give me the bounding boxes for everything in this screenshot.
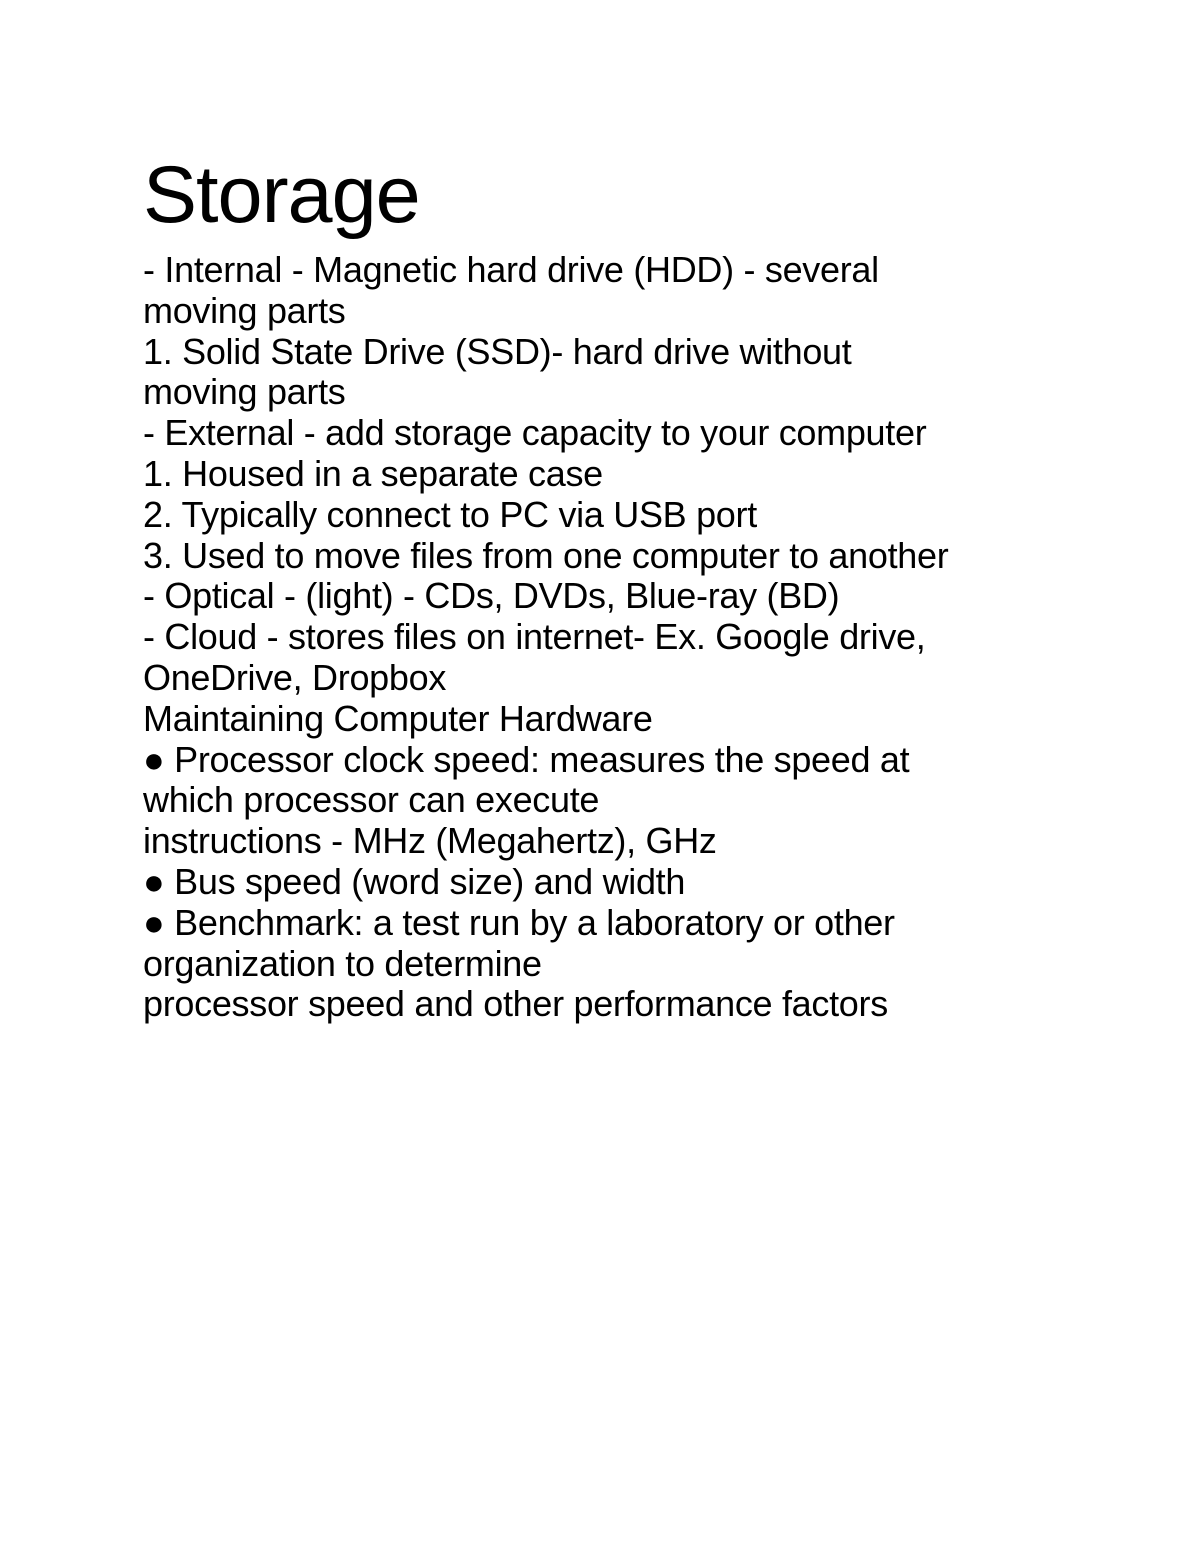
- bullet-line-bus-speed: ● Bus speed (word size) and width: [143, 860, 686, 902]
- text-line-internal: - Internal - Magnetic hard drive (HDD) - several: [143, 249, 879, 290]
- bullet-line-benchmark: ● Benchmark: a test run by a laboratory or other: [143, 901, 895, 943]
- document-body: [143, 250, 1143, 1025]
- text-line: organization to determine: [143, 942, 542, 984]
- text-line: instructions - MHz (Megahertz), GHz: [143, 820, 717, 862]
- text-line: 1. Housed in a separate case: [143, 452, 603, 494]
- text-line: which processor can execute: [143, 779, 600, 821]
- text-line: processor speed and other performance factors: [143, 983, 888, 1025]
- page-title: Storage: [143, 150, 420, 240]
- bullet-line-clock-speed: ● Processor clock speed: measures the speed at: [143, 738, 910, 780]
- text-line-cloud: - Cloud - stores files on internet- Ex. Google drive,: [143, 616, 926, 658]
- text-line: moving parts: [143, 289, 346, 331]
- text-line: OneDrive, Dropbox: [143, 656, 447, 698]
- text-line-optical: - Optical - (light) - CDs, DVDs, Blue-ray (BD): [143, 575, 840, 617]
- text-line: 2. Typically connect to PC via USB port: [143, 493, 757, 535]
- text-line-ssd: 1. Solid State Drive (SSD)- hard drive without: [143, 330, 852, 372]
- text-line-external: - External - add storage capacity to your computer: [143, 412, 927, 454]
- text-line: 3. Used to move files from one computer to another: [143, 534, 949, 576]
- text-line: moving parts: [143, 371, 346, 413]
- document-content: [143, 150, 1143, 1025]
- section-heading-maintaining: Maintaining Computer Hardware: [143, 697, 653, 739]
